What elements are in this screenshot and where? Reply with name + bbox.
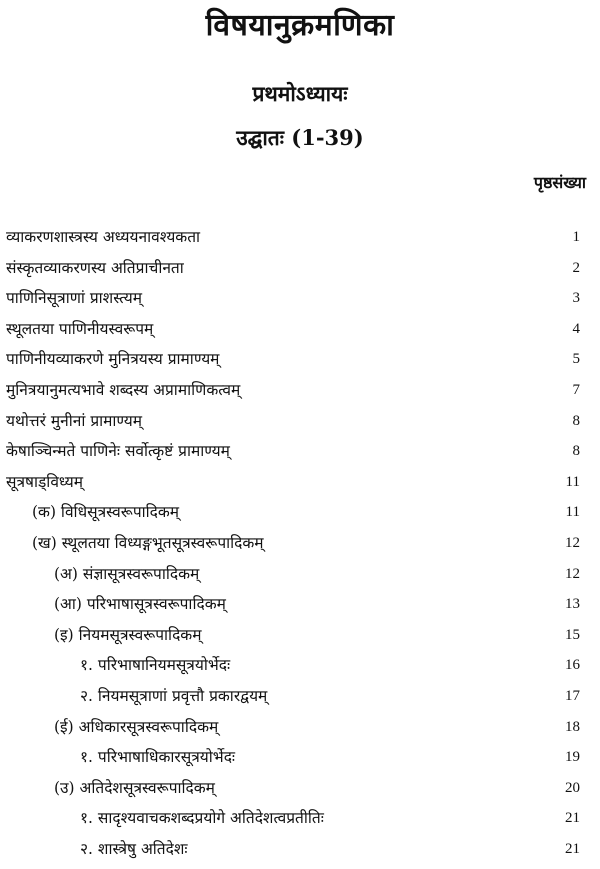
toc-entry-page: 8 [572, 443, 580, 460]
toc-entry-page: 18 [565, 718, 580, 735]
table-of-contents [0, 224, 600, 866]
toc-entry-label: व्याकरणशास्त्रस्य अध्ययनावश्यकता [6, 228, 201, 246]
toc-entry-label: १. परिभाषानियमसूत्रयोर्भेदः [80, 656, 231, 675]
toc-entry [0, 408, 600, 439]
toc-entry-page: 12 [565, 534, 580, 551]
toc-entry-label: पाणिनिसूत्राणां प्राशस्त्यम् [6, 289, 143, 308]
toc-entry-page: 4 [572, 320, 580, 337]
toc-entry-label: मुनित्रयानुमत्यभावे शब्दस्य अप्रामाणिकत्वम् [6, 380, 241, 399]
toc-entry-page: 21 [565, 810, 580, 827]
toc-entry-page: 11 [565, 473, 580, 490]
toc-entry-label: (ई) अधिकारसूत्रस्वरूपादिकम् [54, 717, 219, 736]
toc-entry [0, 346, 600, 377]
toc-entry [0, 714, 600, 745]
toc-entry-page: 19 [565, 749, 580, 766]
toc-entry-label: सूत्रषाड्विध्यम् [6, 472, 84, 491]
toc-entry-label: यथोत्तरं मुनीनां प्रामाण्यम् [6, 411, 143, 430]
toc-entry [0, 377, 600, 408]
page-title: विषयानुक्रमणिका [205, 8, 395, 43]
toc-entry [0, 469, 600, 500]
toc-entry-page: 1 [572, 229, 580, 245]
toc-entry [0, 775, 600, 806]
toc-entry-label: पाणिनीयव्याकरणे मुनित्रयस्य प्रामाण्यम् [6, 350, 220, 369]
page-number-column-header: पृष्ठसंख्या [533, 173, 586, 192]
toc-entry-page: 21 [565, 840, 580, 857]
toc-entry-label: १. सादृश्यवाचकशब्दप्रयोगे अतिदेशत्वप्रतीतिः [80, 809, 324, 828]
chapter-heading: प्रथमोऽध्यायः [252, 81, 348, 106]
toc-entry-page: 2 [572, 259, 580, 276]
toc-entry [0, 285, 600, 316]
toc-entry-page: 20 [565, 779, 580, 796]
toc-entry-label: (इ) नियमसूत्रस्वरूपादिकम् [54, 625, 202, 644]
toc-entry-page: 8 [572, 412, 580, 429]
toc-entry-page: 3 [572, 290, 580, 307]
toc-entry [0, 224, 600, 255]
toc-entry [0, 438, 600, 469]
toc-entry-label: (उ) अतिदेशसूत्रस्वरूपादिकम् [54, 778, 215, 797]
toc-entry [0, 530, 600, 561]
toc-entry-label: संस्कृतव्याकरणस्य अतिप्राचीनता [6, 258, 184, 277]
toc-entry-label: १. परिभाषाधिकारसूत्रयोर्भेदः [80, 748, 236, 767]
toc-entry [0, 316, 600, 347]
toc-entry [0, 499, 600, 530]
toc-entry [0, 255, 600, 286]
toc-entry-label: (क) विधिसूत्रस्वरूपादिकम् [32, 503, 180, 522]
toc-entry-page: 16 [565, 657, 580, 674]
section-heading: उद्घातः (1-39) [236, 125, 364, 150]
toc-entry-label: २. नियमसूत्राणां प्रवृत्तौ प्रकारद्वयम् [80, 686, 268, 705]
toc-entry-page: 7 [572, 381, 580, 398]
toc-entry-label: स्थूलतया पाणिनीयस्वरूपम् [6, 319, 154, 338]
toc-entry-label: (आ) परिभाषासूत्रस्वरूपादिकम् [54, 595, 226, 614]
toc-entry-page: 12 [565, 565, 580, 582]
toc-entry [0, 683, 600, 714]
toc-entry-page: 11 [565, 504, 580, 521]
toc-entry-page: 15 [565, 626, 580, 643]
toc-entry-label: केषाञ्चिन्मते पाणिनेः सर्वोत्कृष्टं प्रामाण्यम् [6, 442, 230, 461]
toc-entry [0, 744, 600, 775]
toc-entry-label: (ख) स्थूलतया विध्यङ्गभूतसूत्रस्वरूपादिकम् [32, 533, 264, 552]
toc-entry [0, 652, 600, 683]
toc-entry-page: 5 [572, 351, 580, 368]
toc-entry-page: 13 [565, 596, 580, 613]
toc-entry-label: २. शास्त्रेषु अतिदेशः [80, 839, 188, 858]
toc-entry [0, 805, 600, 836]
toc-entry [0, 622, 600, 653]
toc-entry [0, 561, 600, 592]
toc-entry [0, 591, 600, 622]
toc-entry-label: (अ) संज्ञासूत्रस्वरूपादिकम् [54, 564, 200, 583]
toc-entry-page: 17 [565, 687, 580, 704]
toc-entry [0, 836, 600, 867]
